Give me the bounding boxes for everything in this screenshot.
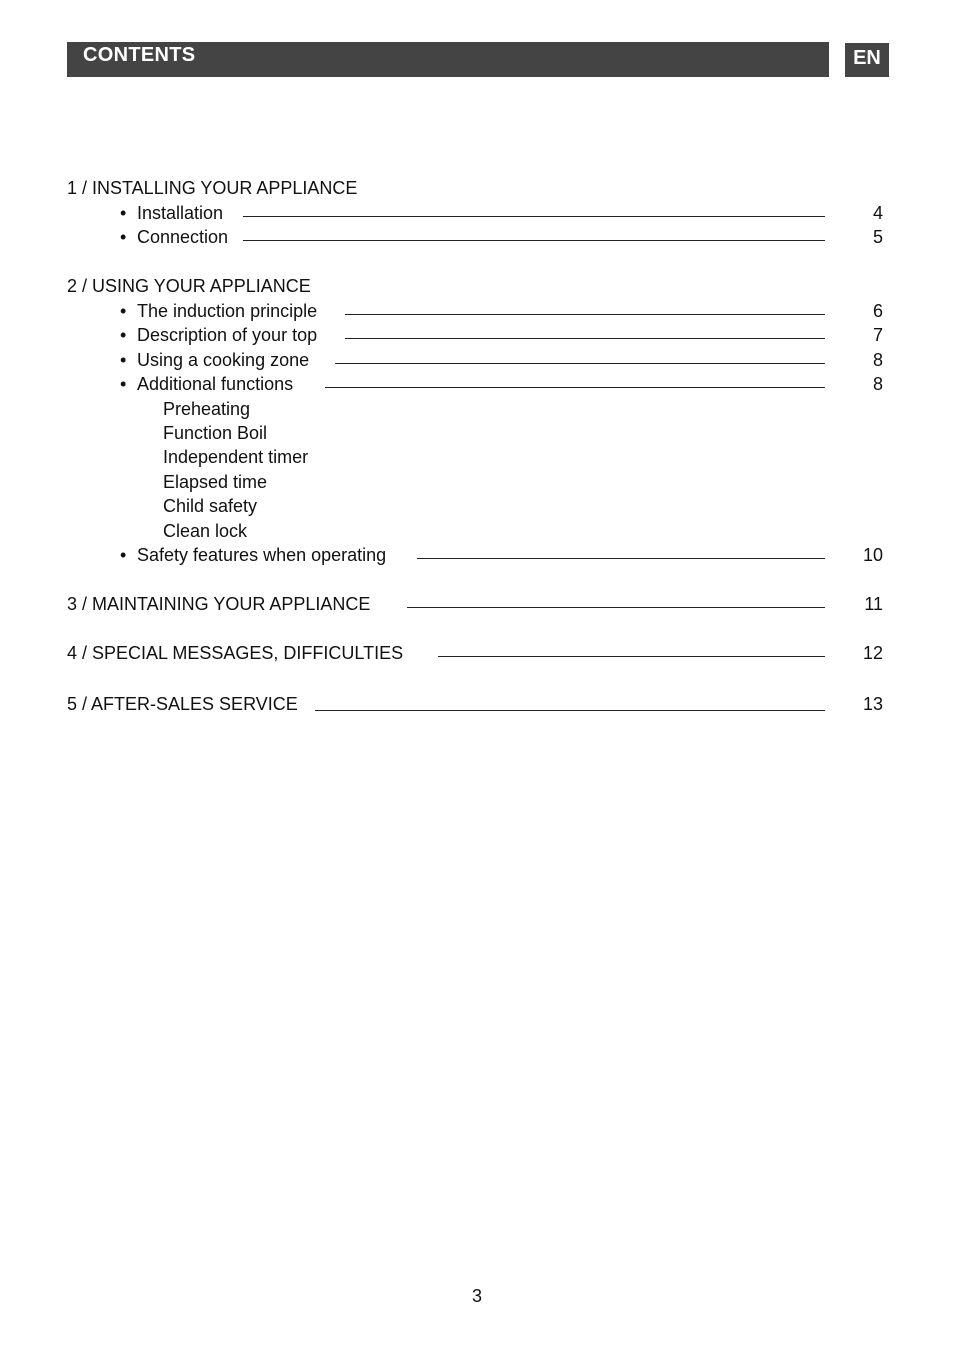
- toc-page-number: 7: [872, 325, 883, 345]
- toc-entry-additional-functions: [67, 373, 883, 395]
- toc-leader-line: [345, 314, 825, 315]
- bullet: •: [120, 325, 127, 345]
- toc-leader-line: [315, 710, 825, 711]
- toc-page-number: 5: [872, 227, 883, 247]
- toc-section-title: 4 / SPECIAL MESSAGES, DIFFICULTIES: [67, 643, 404, 663]
- toc-subitem-independent-timer: Independent timer: [163, 447, 309, 467]
- toc-page-number: 10: [862, 545, 883, 565]
- toc-entry-description-top: [67, 324, 883, 346]
- language-badge: EN: [845, 43, 889, 77]
- toc-page-number: 8: [872, 374, 883, 394]
- bullet: •: [120, 350, 127, 370]
- contents-header-bar: [67, 42, 829, 77]
- page-title: CONTENTS: [83, 44, 196, 66]
- toc-page-number: 6: [872, 301, 883, 321]
- toc-entry-safety-features: [67, 544, 883, 566]
- bullet: •: [120, 545, 127, 565]
- toc-subitem-clean-lock: Clean lock: [163, 521, 248, 541]
- toc-leader-line: [335, 363, 825, 364]
- toc-subitem-child-safety: Child safety: [163, 496, 258, 516]
- toc-page-number: 4: [872, 203, 883, 223]
- toc-section-title: 5 / AFTER-SALES SERVICE: [67, 694, 298, 714]
- toc-page-number: 12: [862, 643, 883, 663]
- toc-page-number: 8: [872, 350, 883, 370]
- toc-entry-induction-principle: [67, 300, 883, 322]
- bullet: •: [120, 203, 127, 223]
- toc-leader-line: [417, 558, 825, 559]
- bullet: •: [120, 301, 127, 321]
- toc-leader-line: [325, 387, 825, 388]
- toc-section-1: [67, 177, 883, 199]
- toc-section-title: 1 / INSTALLING YOUR APPLIANCE: [67, 178, 358, 198]
- toc-page-number: 13: [862, 694, 883, 714]
- toc-leader-line: [407, 607, 825, 608]
- toc-entry-label: Additional functions: [137, 374, 294, 394]
- toc-entry-label: Description of your top: [137, 325, 318, 345]
- toc-entry-cooking-zone: [67, 349, 883, 371]
- bullet: •: [120, 227, 127, 247]
- toc-leader-line: [243, 216, 825, 217]
- toc-entry-label: Installation: [137, 203, 224, 223]
- toc-section-4: [67, 642, 883, 664]
- toc-section-2: [67, 275, 883, 297]
- toc-entry-label: Safety features when operating: [137, 545, 387, 565]
- page-number: 3: [471, 1286, 482, 1306]
- toc-leader-line: [345, 338, 825, 339]
- toc-section-title: 3 / MAINTAINING YOUR APPLIANCE: [67, 594, 371, 614]
- toc-entry-label: The induction principle: [137, 301, 318, 321]
- toc-subitem-function-boil: Function Boil: [163, 423, 268, 443]
- toc-page-number: 11: [864, 594, 883, 614]
- toc-entry-label: Using a cooking zone: [137, 350, 310, 370]
- toc-subitem-elapsed-time: Elapsed time: [163, 472, 268, 492]
- toc-entry-label: Connection: [137, 227, 229, 247]
- toc-subitem-preheating: Preheating: [163, 399, 251, 419]
- toc-entry-connection: [67, 226, 883, 248]
- toc-leader-line: [243, 240, 825, 241]
- toc-leader-line: [438, 656, 825, 657]
- bullet: •: [120, 374, 127, 394]
- toc-section-title: 2 / USING YOUR APPLIANCE: [67, 276, 311, 296]
- toc-section-3: [67, 593, 883, 615]
- toc-entry-installation: [67, 202, 883, 224]
- toc-section-5: [67, 693, 883, 715]
